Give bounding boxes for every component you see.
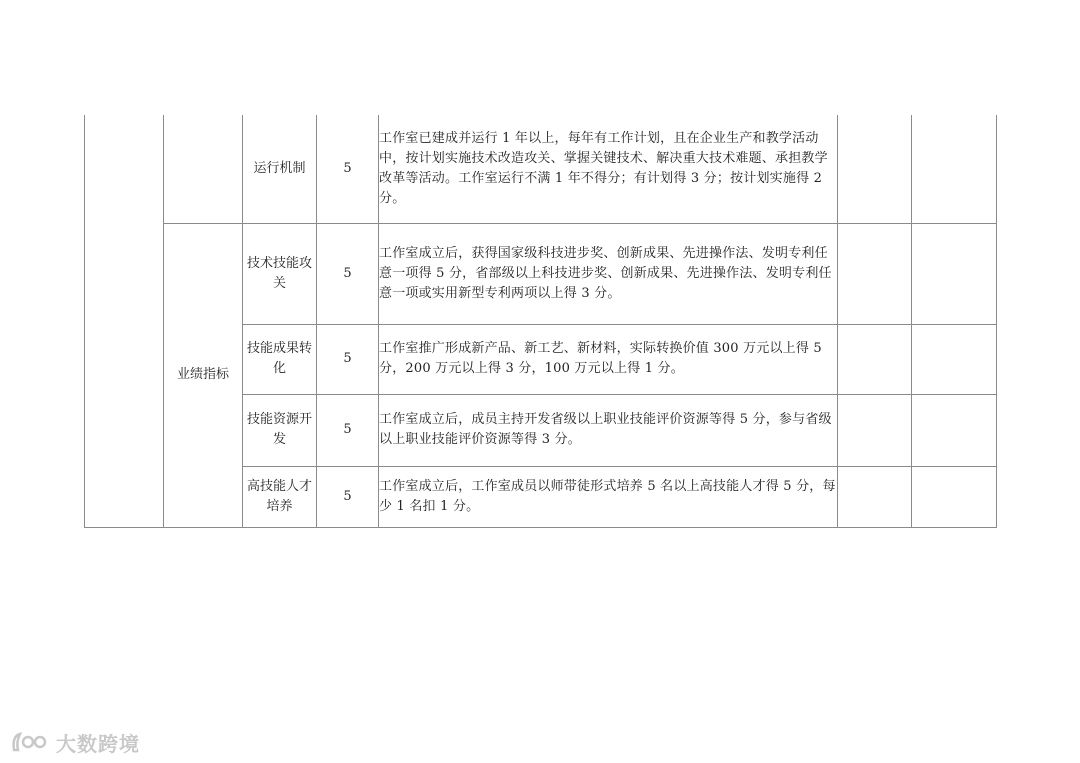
subcategory-cell-continued xyxy=(164,115,243,223)
category-cell-continued xyxy=(85,115,164,527)
table-row xyxy=(85,115,997,223)
item-cell: 技术技能攻关 xyxy=(243,223,317,324)
item-cell: 运行机制 xyxy=(243,115,317,223)
watermark xyxy=(10,728,140,756)
score-cell: 5 xyxy=(317,394,379,466)
blank-cell xyxy=(912,115,997,223)
item-cell: 技能资源开发 xyxy=(243,394,317,466)
watermark-text: 大数跨境 xyxy=(56,731,140,756)
item-cell: 技能成果转化 xyxy=(243,324,317,394)
blank-cell xyxy=(838,324,912,394)
table-row xyxy=(85,223,997,324)
brand-logo-icon xyxy=(10,730,50,754)
blank-cell xyxy=(838,394,912,466)
blank-cell xyxy=(912,394,997,466)
blank-cell xyxy=(912,223,997,324)
category-cell: 业绩指标 xyxy=(164,223,243,527)
score-cell: 5 xyxy=(317,466,379,527)
criteria-cell: 工作室推广形成新产品、新工艺、新材料，实际转换价值 300 万元以上得 5 分，200 万元以上得 3 分，100 万元以上得 1 分。 xyxy=(379,324,838,394)
item-cell: 高技能人才培养 xyxy=(243,466,317,527)
evaluation-table xyxy=(84,115,997,528)
criteria-cell: 工作室成立后，成员主持开发省级以上职业技能评价资源等得 5 分，参与省级以上职业技能评价资源等得 3 分。 xyxy=(379,394,838,466)
blank-cell xyxy=(912,466,997,527)
blank-cell xyxy=(838,115,912,223)
score-cell: 5 xyxy=(317,223,379,324)
blank-cell xyxy=(838,223,912,324)
blank-cell xyxy=(912,324,997,394)
criteria-cell: 工作室成立后，获得国家级科技进步奖、创新成果、先进操作法、发明专利任意一项得 5 分，省部级以上科技进步奖、创新成果、先进操作法、发明专利任意一项或实用新型专利两项以上得 3 分。 xyxy=(379,223,838,324)
criteria-cell: 工作室成立后，工作室成员以师带徒形式培养 5 名以上高技能人才得 5 分，每少 1 名扣 1 分。 xyxy=(379,466,838,527)
score-cell: 5 xyxy=(317,324,379,394)
criteria-cell: 工作室已建成并运行 1 年以上，每年有工作计划，且在企业生产和教学活动中，按计划实施技术改造攻关、掌握关键技术、解决重大技术难题、承担教学改革等活动。工作室运行不满 1 年不得分；有计划得 3 分；按计划实施得 2 分。 xyxy=(379,115,838,223)
score-cell: 5 xyxy=(317,115,379,223)
blank-cell xyxy=(838,466,912,527)
